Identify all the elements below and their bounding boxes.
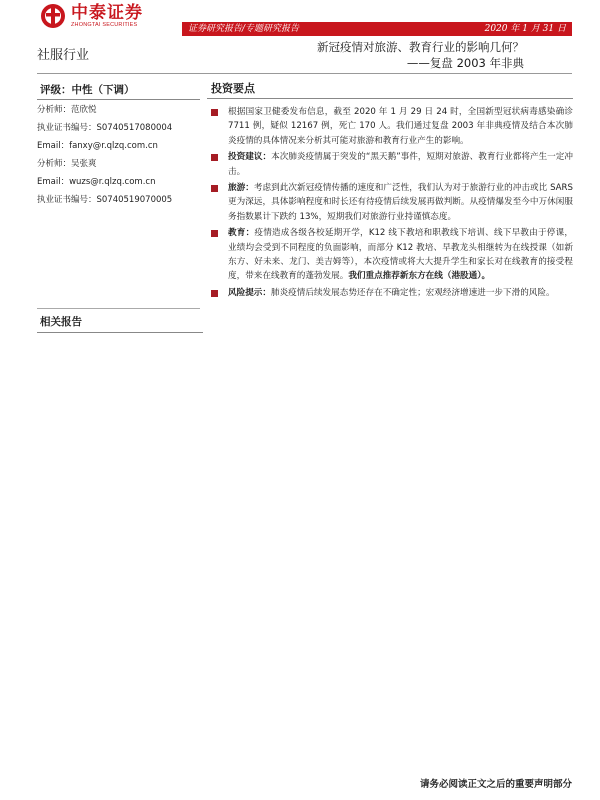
bullet-square-icon <box>211 154 218 161</box>
analyst-1-license: 执业证书编号：S0740517080004 <box>37 123 173 133</box>
analyst-info <box>37 104 200 207</box>
brand-mark-icon <box>40 3 66 29</box>
bullet-item <box>207 226 573 284</box>
header-divider <box>37 73 572 74</box>
brand-name-en: ZHONGTAI SECURITIES <box>71 21 138 28</box>
industry-label: 社服行业 <box>37 48 90 63</box>
bullet-square-icon <box>211 290 218 297</box>
analyst-2-license: 执业证书编号：S0740519070005 <box>37 195 173 205</box>
analyst-1-name: 分析师：范欣悦 <box>37 105 97 115</box>
sidebar <box>37 80 200 212</box>
bullet-item <box>207 286 573 300</box>
brand-logo <box>40 3 143 29</box>
analyst-2-email[interactable]: Email：wuzs@r.qlzq.com.cn <box>37 177 156 187</box>
report-title-block <box>317 39 524 71</box>
bullet-lead: 旅游： <box>228 183 254 194</box>
investment-highlights <box>207 80 573 302</box>
bullet-text: 本次肺炎疫情属于突发的“黑天鹅”事件，短期对旅游、教育行业都将产生一定冲击。 <box>228 152 573 177</box>
disclaimer-footer: 请务必阅读正文之后的重要声明部分 <box>419 779 572 790</box>
bullet-text: 考虑到此次新冠疫情传播的速度和广泛性，我们认为对于旅游行业的冲击或比 SARS 更为深远，具体影响程度和时长还有待疫情后续发展再做判断。从疫情爆发至今中万休闲服务指数累计下跌约 13%，短期我们对旅游行业持谨慎态度。 <box>228 183 573 222</box>
section-title: 投资要点 <box>207 80 573 99</box>
bullet-item <box>207 105 573 148</box>
bullet-list <box>207 105 573 300</box>
report-type: 证券研究报告/专题研究报告 <box>188 24 300 34</box>
bullet-square-icon <box>211 109 218 116</box>
related-divider <box>37 308 200 309</box>
bullet-square-icon <box>211 185 218 192</box>
bullet-lead: 教育： <box>228 228 255 239</box>
report-date: 2020 年 1 月 31 日 <box>484 24 566 34</box>
analyst-2-name: 分析师：吴张爽 <box>37 159 97 169</box>
bullet-text: 根据国家卫健委发布信息，截至 2020 年 1 月 29 日 24 时，全国新型冠状病毒感染确诊 7711 例，疑似 12167 例，死亡 170 人。我们通过复盘 2003 年非典疫情及结合本次肺炎疫情的具体情况来分析其可能对旅游和教育行业产生的影响。 <box>228 107 573 146</box>
bullet-item <box>207 181 573 224</box>
rating: 评级：中性（下调） <box>37 80 200 100</box>
report-title: 新冠疫情对旅游、教育行业的影响几何？ <box>317 40 524 54</box>
bullet-tail: 我们重点推荐新东方在线（港股通）。 <box>348 271 491 282</box>
bullet-lead: 投资建议： <box>228 152 272 163</box>
related-reports-title: 相关报告 <box>37 314 203 333</box>
bullet-text: 疫情造成各级各校延期开学，K12 线下教培和职教线下培训、线下早教由于停课，业绩均会受到不同程度的负面影响，而部分 K12 教培、早教龙头相继转为在线授课（如新东方、好未来、龙门、美吉姆等），本次疫情或将大大提升学生和家长对在线教育的接受程度，带来在线教育的蓬勃发展。 <box>228 228 573 282</box>
bullet-item <box>207 150 573 179</box>
report-subtitle: ——复盘 2003 年非典 <box>406 56 524 70</box>
bullet-text: 肺炎疫情后续发展态势还存在不确定性；宏观经济增速进一步下滑的风险。 <box>270 287 555 298</box>
bullet-square-icon <box>211 230 218 237</box>
brand-name-cn: 中泰证券 <box>71 2 143 23</box>
analyst-1-email[interactable]: Email：fanxy@r.qlzq.com.cn <box>37 141 158 151</box>
bullet-lead: 风险提示： <box>228 287 271 298</box>
report-banner <box>182 22 572 36</box>
